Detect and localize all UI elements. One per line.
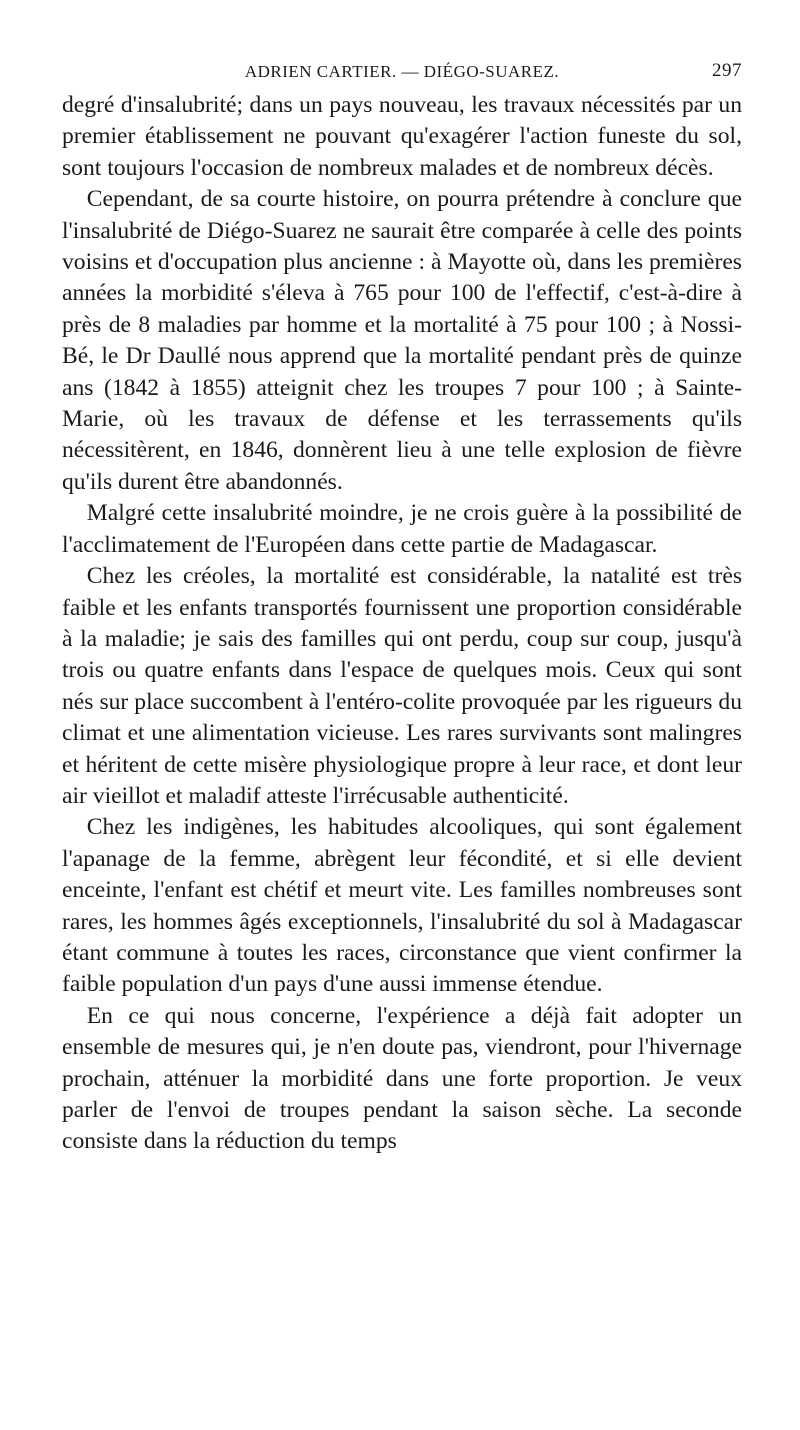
running-title: ADRIEN CARTIER. — DIÉGO-SUAREZ. xyxy=(244,62,560,81)
paragraph-4: Chez les créoles, la mortalité est considérable, la natalité est très faible et les enfants transportés fournissent une proportion considérable à la maladie; je sais des familles qui ont perdu, coup sur coup, jusqu'à trois ou quatre enfants dans l'espace de quelques mois. Ceux qui sont nés sur place succombent à l'entéro-colite provoquée par les rigueurs du climat et une alimentation vicieuse. Les rares survivants sont malingres et héritent de cette misère physiologique propre à leur race, et dont leur air vieillot et maladif atteste l'irrécusable authenticité. xyxy=(62,563,742,809)
book-page xyxy=(62,58,742,1158)
page-number: 297 xyxy=(712,60,742,81)
paragraph-1: degré d'insalubrité; dans un pays nouveau, les travaux nécessités par un premier établissement ne pouvant qu'exagérer l'action funeste du sol, sont toujours l'occasion de nombreux malades et de nombreux décès. xyxy=(62,92,742,181)
paragraph-2: Cependant, de sa courte histoire, on pourra prétendre à conclure que l'insalubrité de Diégo-Suarez ne saurait être comparée à celle des points voisins et d'occupation plus ancienne : à Mayotte où, dans les premières années la morbidité s'éleva à 765 pour 100 de l'effectif, c'est-à-dire à près de 8 maladies par homme et la mortalité à 75 pour 100 ; à Nossi-Bé, le Dr Daullé nous apprend que la mortalité pendant près de quinze ans (1842 à 1855) atteignit chez les troupes 7 pour 100 ; à Sainte-Marie, où les travaux de défense et les terrassements qu'ils nécessitèrent, en 1846, donnèrent lieu à une telle explosion de fièvre qu'ils durent être abandonnés. xyxy=(62,186,742,495)
paragraph-5: Chez les indigènes, les habitudes alcooliques, qui sont également l'apanage de la femme, abrègent leur fécondité, et si elle devient enceinte, l'enfant est chétif et meurt vite. Les familles nombreuses sont rares, les hommes âgés exceptionnels, l'insalubrité du sol à Madagascar étant commune à toutes les races, circonstance que vient confirmer la faible population d'un pays d'une aussi immense étendue. xyxy=(62,814,742,998)
body-text xyxy=(62,90,742,1158)
paragraph-6: En ce qui nous concerne, l'expérience a déjà fait adopter un ensemble de mesures qui, je n'en doute pas, viendront, pour l'hivernage prochain, atténuer la morbidité dans une forte proportion. Je veux parler de l'envoi de troupes pendant la saison sèche. La seconde consiste dans la réduction du temps xyxy=(62,1002,742,1155)
paragraph-3: Malgré cette insalubrité moindre, je ne crois guère à la possibilité de l'acclimatement de l'Européen dans cette partie de Madagascar. xyxy=(62,500,742,558)
running-head xyxy=(62,58,742,90)
